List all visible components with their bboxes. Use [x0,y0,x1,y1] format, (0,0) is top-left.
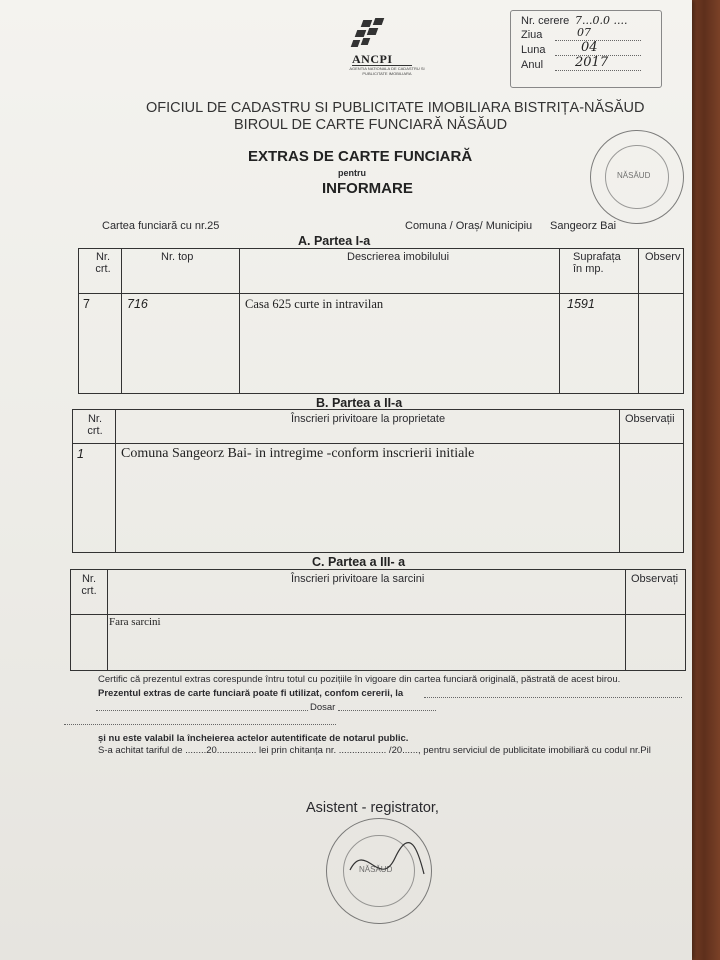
part-a-table [78,248,684,394]
part-c-table [70,569,686,671]
part-a-header-top: Nr. top [161,251,194,263]
purpose-title: INFORMARE [322,180,413,197]
request-day-label: Ziua [521,29,543,41]
part-b-row-nr: 1 [77,447,84,461]
part-c-header-entries: Înscrieri privitoare la sarcini [291,573,425,585]
cf-number: Cartea funciară cu nr.25 [102,220,220,232]
part-a-header-area: Suprafața în mp. [573,251,621,275]
usage-text: Prezentul extras de carte funciară poate fi utilizat, confom cererii, la [98,688,404,699]
request-box [510,10,662,88]
part-b-header-entries: Înscrieri privitoare la proprietate [291,413,446,425]
part-c-title: C. Partea a III- a [312,555,406,569]
signature-label: Asistent - registrator, [306,800,439,816]
dosar-label: Dosar [310,702,336,713]
dosar-dotted-line-left [96,710,308,711]
day-dotted-line [555,40,641,41]
part-b-header-nr: Nr. crt. [87,413,103,437]
request-month-value: 04 [581,40,598,55]
year-dotted-line [555,70,641,71]
part-a-row-top: 716 [127,297,148,311]
part-a-row-desc: Casa 625 curte in intravilan [245,297,384,311]
certification-text: Certific că prezentul extras corespunde întru totul cu pozițiile în vigoare din cartea funciară originală, păstrată de acest birou. [98,674,621,685]
request-month-label: Luna [521,44,546,56]
extra-dotted-line [64,724,336,725]
stamp-bottom-center: NĂSĂUD [359,865,393,874]
office-stamp-top [590,130,684,224]
validity-text: și nu este valabil la încheierea actelor autentificate de notarul public. [98,733,409,744]
request-nr-value: 7...0.0 .... [575,14,628,27]
part-b-title: B. Partea a II-a [316,396,403,410]
part-a-row-nr: 7 [83,297,90,311]
part-a-header-desc: Descrierea imobilului [347,251,450,263]
part-b-header-obs: Observații [625,413,675,425]
usage-dotted-line [424,697,682,698]
office-heading: OFICIUL DE CADASTRU SI PUBLICITATE IMOBILIARA BISTRIȚA-NĂSĂUD [146,100,645,116]
part-c-row-text: Fara sarcini [109,616,161,628]
stamp-top-center: NĂSĂUD [617,171,651,180]
bureau-heading: BIROUL DE CARTE FUNCIARĂ NĂSĂUD [234,117,508,133]
part-b-table [72,409,684,553]
request-year-label: Anul [521,59,544,71]
document-title: EXTRAS DE CARTE FUNCIARĂ [248,148,473,165]
pentru-label: pentru [338,168,366,178]
locality-value: Sangeorz Bai [550,220,617,232]
part-a-header-obs: Observ [645,251,681,263]
part-c-header-obs: Observați [631,573,679,585]
fee-text: S-a achitat tariful de ........20............... lei prin chitanța nr. .................. /20......, pentru serviciul de publicitate imobiliară cu codul nr.Pil [98,745,651,756]
part-a-row-area: 1591 [567,297,595,311]
part-a-title: A. Partea I-a [298,234,371,248]
logo-text: ANCPI [352,52,393,66]
logo-subtitle: AGENTIA NATIONALA DE CADASTRU SI PUBLICITATE IMOBILIARA [349,66,425,76]
part-b-row-text: Comuna Sangeorz Bai- in intregime -conform inscrierii initiale [121,446,475,461]
request-day-value: 07 [577,26,591,39]
part-a-header-nr: Nr. crt. [95,251,111,275]
signature-scribble-icon [340,830,430,900]
part-c-header-nr: Nr. crt. [81,573,97,597]
locality-label: Comuna / Oraș/ Municipiu [405,220,533,232]
request-year-value: 2017 [575,55,609,70]
request-nr-label: Nr. cerere [521,15,570,27]
dosar-dotted-line-right [338,710,436,711]
